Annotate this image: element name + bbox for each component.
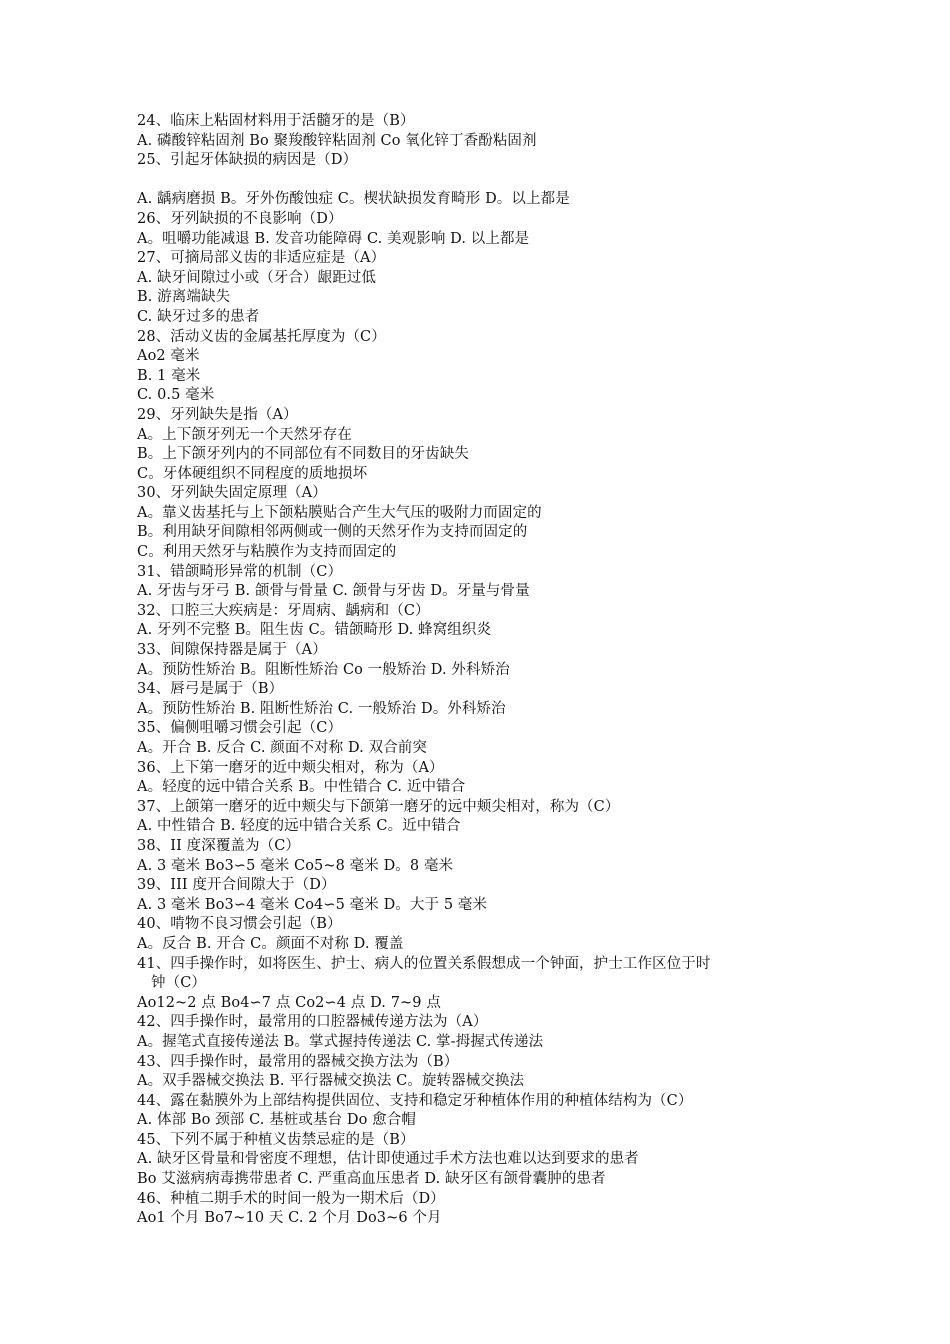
text-line: 24、临床上粘固材料用于活髓牙的是（B） xyxy=(137,113,415,129)
text-line: A. 牙列不完整 B。阻生齿 C。错颌畸形 D. 蜂窝组织炎 xyxy=(137,622,492,639)
text-line: A. 缺牙间隙过小或（牙合）龈距过低 xyxy=(137,269,376,286)
text-line: C。牙体硬组织不同程度的质地损坏 xyxy=(137,465,368,482)
text-line: A. 3 毫米 Bo3∽4 毫米 Co4∽5 毫米 D。大于 5 毫米 xyxy=(137,896,488,913)
text-line: A. 缺牙区骨量和骨密度不理想，估计即使通过手术方法也难以达到要求的患者 xyxy=(137,1151,639,1168)
text-line: 32、口腔三大疾病是：牙周病、龋病和（C） xyxy=(137,602,430,619)
text-line: B。利用缺牙间隙相邻两侧或一侧的天然牙作为支持而固定的 xyxy=(137,524,528,541)
text-line: 31、错颌畸形异常的机制（C） xyxy=(137,563,343,580)
text-line: A。握笔式直接传递法 B。掌式握持传递法 C. 掌-拇握式传递法 xyxy=(137,1033,544,1050)
text-line: 29、牙列缺失是指（A） xyxy=(137,406,298,423)
text-line: 37、上颌第一磨牙的近中颊尖与下颌第一磨牙的远中颊尖相对，称为（C） xyxy=(137,798,620,815)
text-line: C. 0.5 毫米 xyxy=(137,387,215,404)
text-line: 39、III 度开合间隙大于（D） xyxy=(137,877,336,894)
text-line: 钟（C） xyxy=(151,975,206,992)
text-line: 25、引起牙体缺损的病因是（D） xyxy=(137,152,358,169)
text-line: A。靠义齿基托与上下颌粘膜贴合产生大气压的吸附力而固定的 xyxy=(137,504,542,521)
text-line: 36、上下第一磨牙的近中颊尖相对，称为（A） xyxy=(137,759,444,776)
text-line: A. 龋病磨损 B。牙外伤酸蚀症 C。楔状缺损发育畸形 D。以上都是 xyxy=(137,191,570,208)
text-line: 28、活动义齿的金属基托厚度为（C） xyxy=(137,328,386,345)
text-line: 33、间隙保持器是属于（A） xyxy=(137,642,327,659)
text-line: C。利用天然牙与粘膜作为支持而固定的 xyxy=(137,544,397,561)
text-line: 30、牙列缺失固定原理（A） xyxy=(137,485,327,502)
text-line: Ao12~2 点 Bo4∽7 点 Co2∽4 点 D. 7~9 点 xyxy=(137,994,441,1011)
text-line: A。双手器械交换法 B. 平行器械交换法 C。旋转器械交换法 xyxy=(137,1073,525,1090)
text-line: A。预防性矫治 B。阻断性矫治 Co 一般矫治 D. 外科矫治 xyxy=(137,661,510,678)
text-line: B. 1 毫米 xyxy=(137,367,201,384)
text-line: Ao2 毫米 xyxy=(137,348,200,365)
text-line: 43、四手操作时，最常用的器械交换方法为（B） xyxy=(137,1053,459,1070)
text-line: Ao1 个月 Bo7~10 天 C. 2 个月 Do3~6 个月 xyxy=(137,1210,442,1227)
text-line: A. 牙齿与牙弓 B. 颌骨与骨量 C. 颌骨与牙齿 D。牙量与骨量 xyxy=(137,583,530,600)
text-line: B。上下颌牙列内的不同部位有不同数目的牙齿缺失 xyxy=(137,446,469,463)
text-line: 45、下列不属于种植义齿禁忌症的是（B） xyxy=(137,1131,415,1148)
text-line: A。上下颌牙列无一个天然牙存在 xyxy=(137,426,352,443)
text-line: 34、唇弓是属于（B） xyxy=(137,681,284,698)
text-line: A. 3 毫米 Bo3∽5 毫米 Co5~8 毫米 D。8 毫米 xyxy=(137,857,454,874)
text-line: A. 磷酸锌粘固剂 Bo 聚羧酸锌粘固剂 Co 氧化锌丁香酚粘固剂 xyxy=(137,132,537,149)
text-line: 42、四手操作时，最常用的口腔器械传递方法为（A） xyxy=(137,1014,488,1031)
text-line: 40、啃物不良习惯会引起（B） xyxy=(137,916,342,933)
text-line: 46、种植二期手术的时间一般为一期术后（D） xyxy=(137,1190,445,1207)
text-line: A。反合 B. 开合 C。颜面不对称 D. 覆盖 xyxy=(137,935,404,952)
text-line: 41、四手操作时，如将医生、护士、病人的位置关系假想成一个钟面，护士工作区位于时 xyxy=(137,955,711,972)
blank-line xyxy=(137,171,817,191)
text-line: A。轻度的远中错合关系 B。中性错合 C. 近中错合 xyxy=(137,779,466,796)
text-line: 35、偏侧咀嚼习惯会引起（C） xyxy=(137,720,343,737)
text-line: 27、可摘局部义齿的非适应症是（A） xyxy=(137,250,386,267)
text-line: A。咀嚼功能减退 B. 发音功能障碍 C. 美观影响 D. 以上都是 xyxy=(137,230,530,247)
text-line: A。开合 B. 反合 C. 颜面不对称 D. 双合前突 xyxy=(137,740,427,756)
text-line: A。预防性矫治 B. 阻断性矫治 C. 一般矫治 D。外科矫治 xyxy=(137,700,506,717)
text-line: B. 游离端缺失 xyxy=(137,289,231,306)
text-line: 38、II 度深覆盖为（C） xyxy=(137,837,301,854)
text-line: 44、露在黏膜外为上部结构提供固位、支持和稳定牙种植体作用的种植体结构为（C） xyxy=(137,1092,693,1109)
text-line: A. 体部 Bo 颈部 C. 基桩或基台 Do 愈合帽 xyxy=(137,1112,416,1129)
text-line: Bo 艾滋病病毒携带患者 C. 严重高血压患者 D. 缺牙区有颌骨囊肿的患者 xyxy=(137,1171,606,1188)
text-line: 26、牙列缺损的不良影响（D） xyxy=(137,210,343,227)
question-text-block xyxy=(137,112,817,1229)
text-line: C. 缺牙过多的患者 xyxy=(137,308,260,325)
text-line: A. 中性错合 B. 轻度的远中错合关系 C。近中错合 xyxy=(137,818,461,835)
